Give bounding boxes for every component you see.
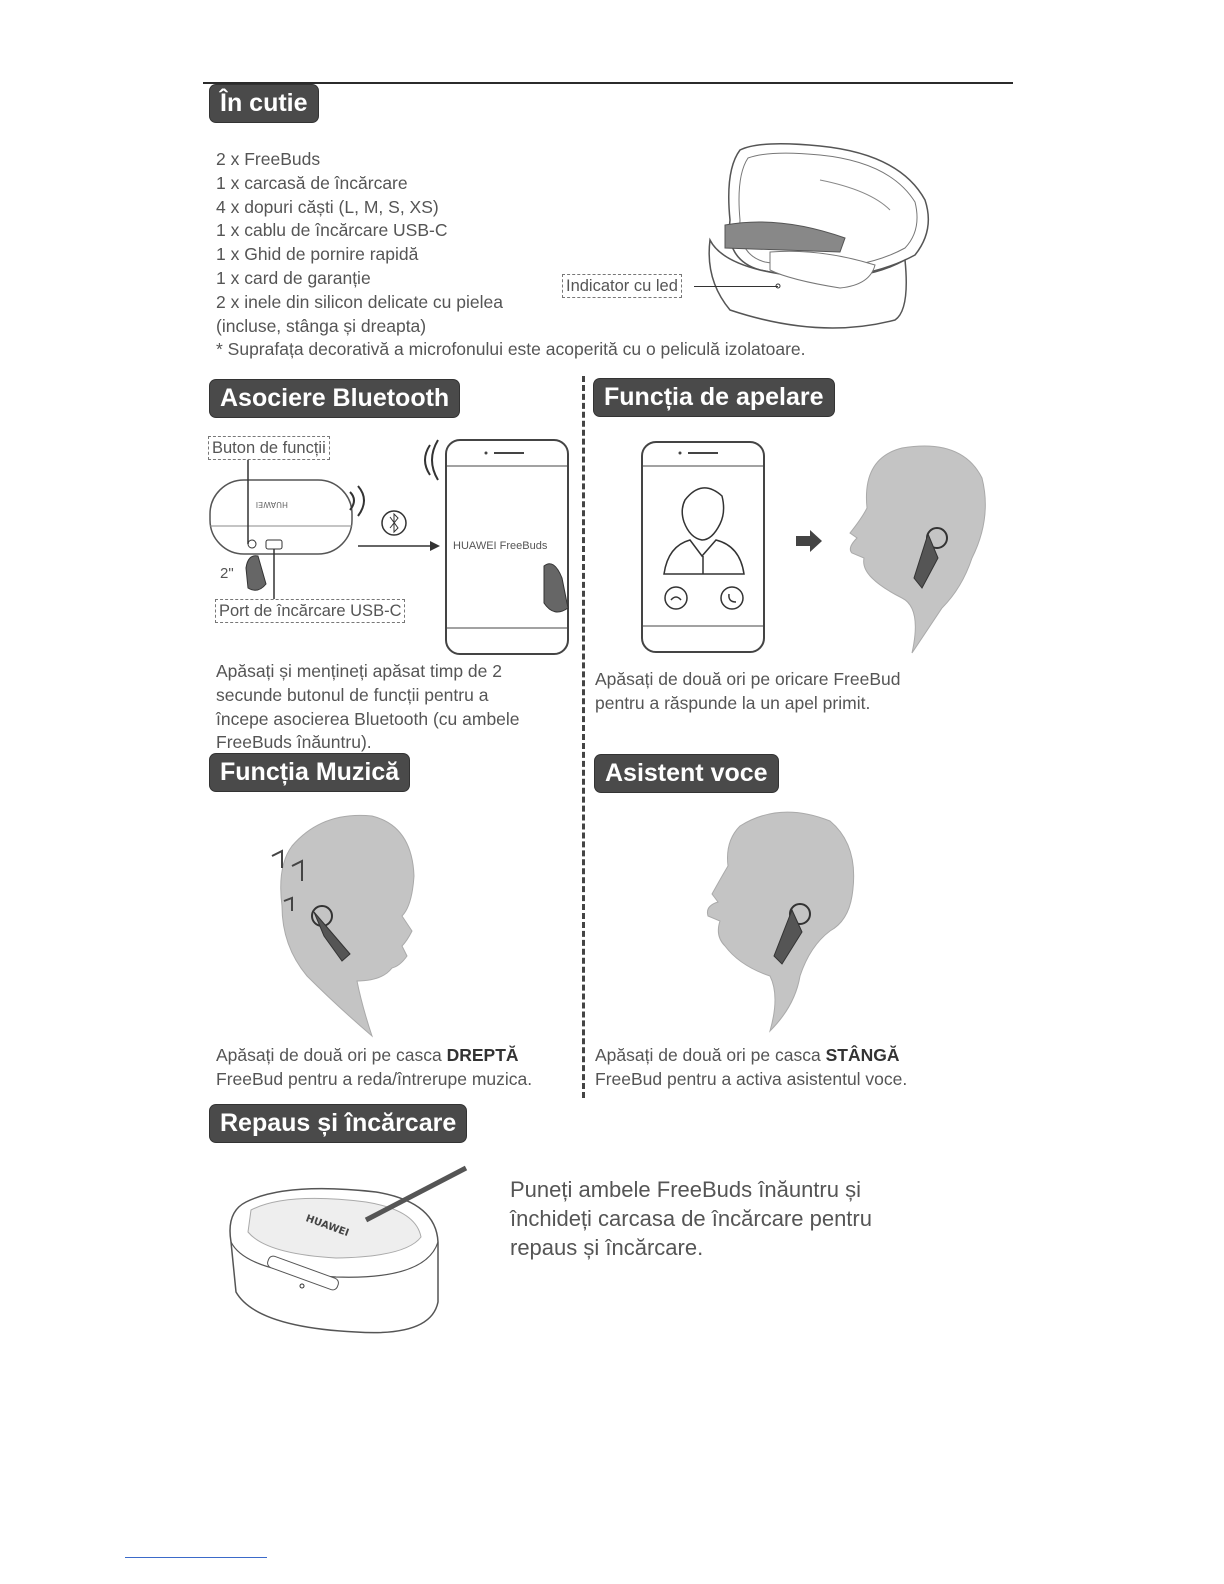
repaus-description (510, 1175, 872, 1262)
footnote-separator (125, 1557, 267, 1558)
column-divider (582, 376, 585, 1098)
case-brand-label: HUAWEI (304, 1213, 351, 1240)
microphone-note: * Suprafața decorativă a microfonului este acoperită cu o peliculă izolatoare. (216, 339, 806, 360)
description-line: secunde butonul de funcții pentru a (216, 684, 489, 705)
incoming-call-phone-illustration (640, 440, 770, 656)
list-item: 2 x inele din silicon delicate cu pielea (216, 291, 503, 312)
apelare-description (595, 668, 900, 716)
bluetooth-description (216, 660, 520, 755)
head-tap-earbud-illustration (842, 438, 992, 658)
header-rule (203, 82, 1013, 84)
description-line: pentru a răspunde la un apel primit. (595, 692, 871, 713)
section-title-apelare: Funcția de apelare (594, 379, 834, 416)
description-text: Apăsați de două ori pe casca (216, 1045, 447, 1065)
led-indicator-callout: Indicator cu led (562, 274, 682, 298)
section-title-muzica: Funcția Muzică (210, 754, 409, 791)
list-item: 1 x Ghid de pornire rapidă (216, 244, 419, 265)
emphasis-left: STÂNGĂ (825, 1045, 900, 1065)
section-title-repaus: Repaus și încărcare (210, 1105, 466, 1142)
press-duration-label: 2" (220, 565, 234, 582)
asistent-description (595, 1044, 907, 1092)
muzica-description (216, 1044, 532, 1092)
section-title-in-cutie: În cutie (210, 85, 318, 122)
head-voice-assistant-illustration (700, 806, 860, 1038)
list-item: 1 x card de garanție (216, 267, 371, 288)
head-music-illustration (262, 806, 422, 1038)
description-text: Apăsați de două ori pe casca (595, 1045, 826, 1065)
led-callout-line (694, 286, 778, 287)
description-line: închideți carcasa de încărcare pentru (510, 1206, 872, 1231)
description-line: Puneți ambele FreeBuds înăuntru și (510, 1177, 861, 1202)
description-line: FreeBud pentru a reda/întrerupe muzica. (216, 1068, 533, 1089)
list-item: 4 x dopuri căști (L, M, S, XS) (216, 196, 439, 217)
section-title-asistent: Asistent voce (595, 755, 778, 792)
list-item: 2 x FreeBuds (216, 149, 321, 169)
arrow-right-icon (796, 530, 822, 552)
list-item: 1 x carcasă de încărcare (216, 172, 408, 193)
list-item: (incluse, stânga și dreapta) (216, 315, 427, 336)
description-line (216, 1044, 532, 1068)
phone-device-name: HUAWEI FreeBuds (453, 540, 548, 552)
usb-port-callout: Port de încărcare USB-C (215, 599, 405, 623)
description-line: FreeBuds înăuntru). (216, 732, 372, 753)
list-item: 1 x cablu de încărcare USB-C (216, 220, 448, 241)
open-case-illustration (700, 140, 940, 340)
description-line (595, 1044, 907, 1068)
description-line: începe asocierea Bluetooth (cu ambele (216, 708, 520, 729)
emphasis-right: DREPTĂ (446, 1045, 519, 1065)
section-title-bluetooth: Asociere Bluetooth (210, 380, 459, 417)
description-line: FreeBud pentru a activa asistentul voce. (595, 1068, 908, 1089)
case-brand-label: HUAWEI (255, 500, 288, 509)
description-line: repaus și încărcare. (510, 1235, 704, 1260)
description-line: Apăsați și mențineți apăsat timp de 2 (216, 661, 502, 681)
description-line: Apăsați de două ori pe oricare FreeBud (595, 669, 901, 689)
function-button-callout: Buton de funcții (208, 436, 330, 460)
closed-case-illustration (226, 1162, 476, 1342)
